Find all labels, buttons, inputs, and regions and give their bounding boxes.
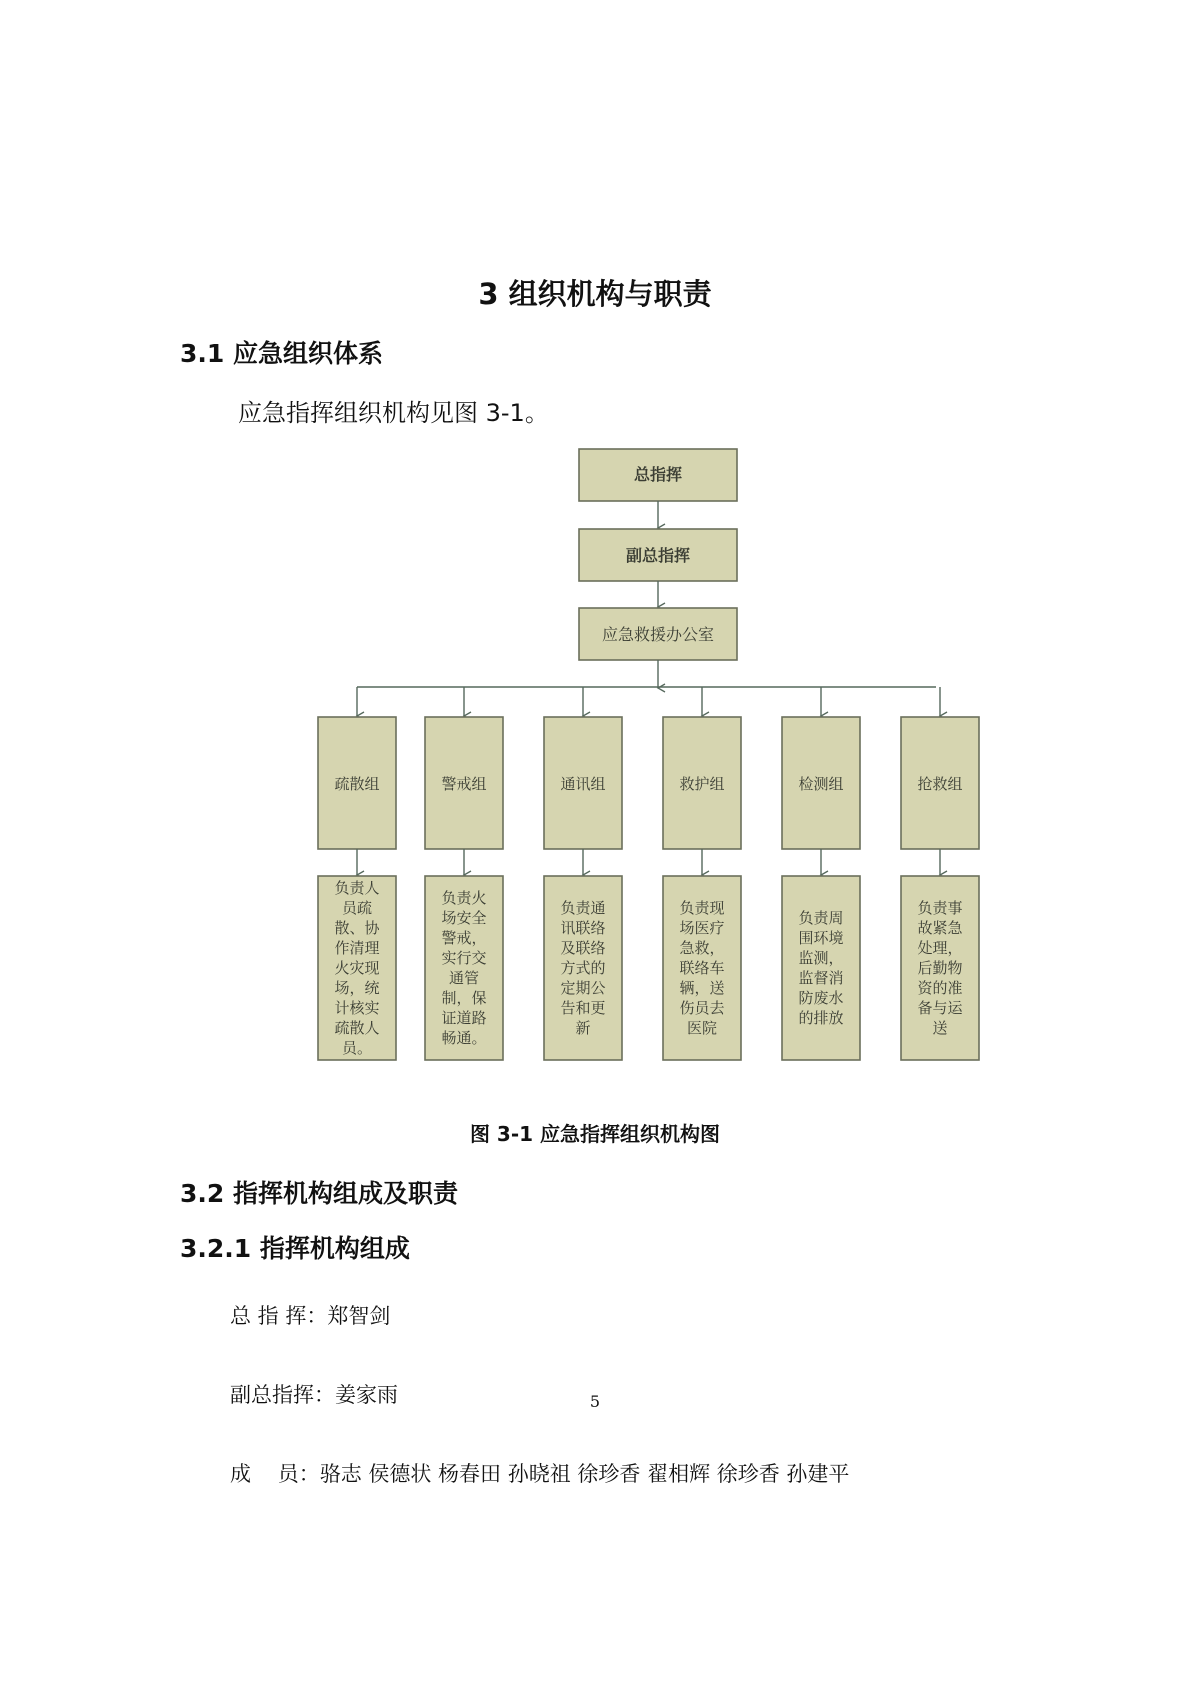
duty-text-line: 后勤物 [917,959,963,977]
duty-text-line: 讯联络 [560,919,606,937]
duty-text-line: 故紧急 [917,919,963,937]
duty-text-line: 及联络 [560,939,606,957]
duty-text-line: 畅通。 [441,1029,487,1047]
duty-text-line: 方式的 [560,959,606,977]
duty-text-line: 负责现 [679,899,725,917]
duty-text-line: 联络车 [679,959,725,977]
duty-text-line: 资的准 [917,979,963,997]
figure-caption: 图 3-1 应急指挥组织机构图 [469,1122,721,1146]
group-name: 通讯组 [560,775,606,793]
duty-text-line: 围环境 [798,929,844,947]
duty-text-line: 实行交 [441,949,487,967]
duty-text-line: 负责人 [334,879,380,897]
chapter-title: 3 组织机构与职责 [478,277,712,311]
members-line: 成 员：骆志 侯德状 杨春田 孙晓祖 徐珍香 翟相辉 徐珍香 孙建平 [230,1462,850,1486]
duty-text-line: 医院 [686,1019,718,1037]
duty-text-line: 伤员去 [679,999,725,1017]
section-heading-3-2: 3.2 指挥机构组成及职责 [180,1179,458,1208]
duty-text-line: 监督消 [798,969,844,987]
group-name: 抢救组 [917,775,963,793]
duty-text-line: 警戒， [441,929,487,947]
commander-line: 总 指 挥：郑智剑 [230,1304,391,1328]
duty-box [782,876,860,1060]
deputy-box-label: 副总指挥 [625,546,691,565]
duty-text-line: 新 [575,1019,591,1037]
intro-paragraph: 应急指挥组织机构见图 3-1。 [238,399,549,427]
group-name: 检测组 [798,775,844,793]
duty-text-line: 的排放 [798,1009,844,1027]
duty-text-line: 负责周 [798,909,844,927]
duty-text-line: 处理， [917,939,963,957]
group-name: 警戒组 [441,775,487,793]
duty-text-line: 急救， [679,939,725,957]
group-name: 救护组 [679,775,725,793]
duty-text-line: 证道路 [441,1009,487,1027]
section-heading-3-1: 3.1 应急组织体系 [180,339,383,368]
duty-text-line: 场，统 [334,979,380,997]
page-number: 5 [589,1392,601,1411]
duty-text-line: 辆，送 [679,979,725,997]
duty-text-line: 员疏 [341,899,373,917]
office-box-label: 应急救援办公室 [601,625,715,644]
duty-text-line: 备与运 [917,999,963,1017]
duty-text-line: 定期公 [560,979,606,997]
duty-text-line: 负责火 [441,889,487,907]
duty-text-line: 散、协 [334,919,380,937]
duty-text-line: 通管 [448,969,480,987]
duty-text-line: 监测， [798,949,844,967]
duty-text-line: 疏散人 [334,1019,380,1037]
duty-text-line: 场医疗 [679,919,725,937]
duty-text-line: 防废水 [798,989,844,1007]
duty-text-line: 场安全 [441,909,487,927]
duty-text-line: 告和更 [560,999,606,1017]
duty-text-line: 员。 [341,1039,373,1057]
duty-text-line: 送 [932,1019,948,1037]
section-heading-3-2-1: 3.2.1 指挥机构组成 [180,1234,410,1263]
duty-text-line: 制，保 [441,989,487,1007]
group-name: 疏散组 [334,775,380,793]
deputy-commander-line: 副总指挥：姜家雨 [230,1383,398,1407]
duty-text-line: 负责通 [560,899,606,917]
duty-text-line: 火灾现 [334,959,380,977]
duty-text-line: 作清理 [334,939,380,957]
duty-text-line: 计核实 [334,999,380,1017]
commander-box-label: 总指挥 [633,465,683,484]
duty-text-line: 负责事 [917,899,963,917]
